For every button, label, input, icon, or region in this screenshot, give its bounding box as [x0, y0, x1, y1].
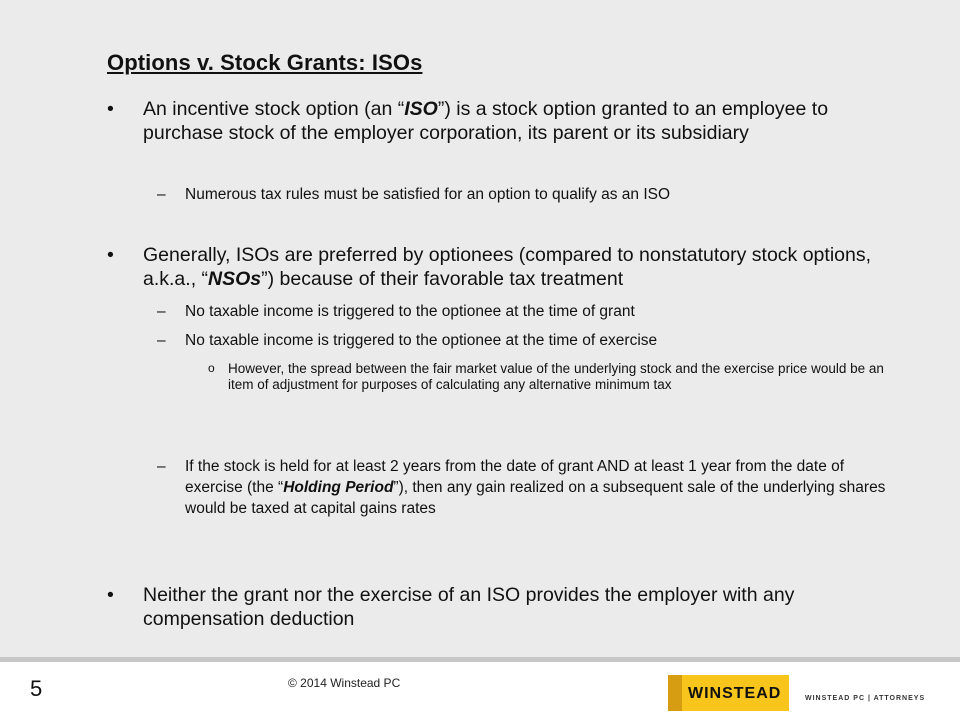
dash-marker: – — [157, 303, 166, 320]
bullet-isos-preferred: • Generally, ISOs are preferred by optionees (compared to nonstatutory stock options, a.k.a., “NSOs”) because of their favorable tax treatment — [107, 244, 872, 290]
logo-text: WINSTEAD — [688, 685, 782, 702]
firm-tagline: WINSTEAD PC | ATTORNEYS — [805, 695, 926, 702]
sub-bullet-holding-period: – If the stock is held for at least 2 years from the date of grant AND at least 1 year from the date of exercise (the “Holding Period”), then any gain realized on a subsequent sale of the underlying shares would be taxed at capital gains rates — [157, 458, 886, 517]
bullet-marker: • — [107, 244, 114, 266]
slide-title: Options v. Stock Grants: ISOs — [107, 50, 423, 75]
sub-bullet-tax-rules: – Numerous tax rules must be satisfied for an option to qualify as an ISO — [157, 186, 671, 203]
o-bullet-marker: o — [208, 361, 215, 375]
iso-term: ISO — [404, 98, 438, 120]
dash-marker: – — [157, 458, 166, 475]
bullet-iso-definition: • An incentive stock option (an “ISO”) is a stock option granted to an employee to purchase stock of the employer corporation, its parent or its subsidiary — [107, 98, 829, 144]
sub-bullet-exercise: – No taxable income is triggered to the optionee at the time of exercise — [157, 332, 658, 349]
footer-divider — [0, 657, 960, 662]
sub-sub-bullet-amt: o However, the spread between the fair market value of the underlying stock and the exercise price would be an item of adjustment for purposes of calculating any alternative minimum tax — [208, 361, 884, 392]
nso-term: NSOs — [208, 268, 262, 290]
bullet-no-deduction: • Neither the grant nor the exercise of an ISO provides the employer with any compensation deduction — [107, 584, 795, 630]
holding-period-term: Holding Period — [283, 479, 394, 496]
bullet-marker: • — [107, 98, 114, 120]
copyright-text: © 2014 Winstead PC — [288, 676, 401, 690]
dash-marker: – — [157, 332, 166, 349]
page-number: 5 — [30, 676, 43, 701]
logo-accent — [668, 675, 682, 711]
dash-marker: – — [157, 186, 166, 203]
winstead-logo — [668, 675, 789, 711]
sub-bullet-grant: – No taxable income is triggered to the optionee at the time of grant — [157, 303, 635, 320]
bullet-marker: • — [107, 584, 114, 606]
